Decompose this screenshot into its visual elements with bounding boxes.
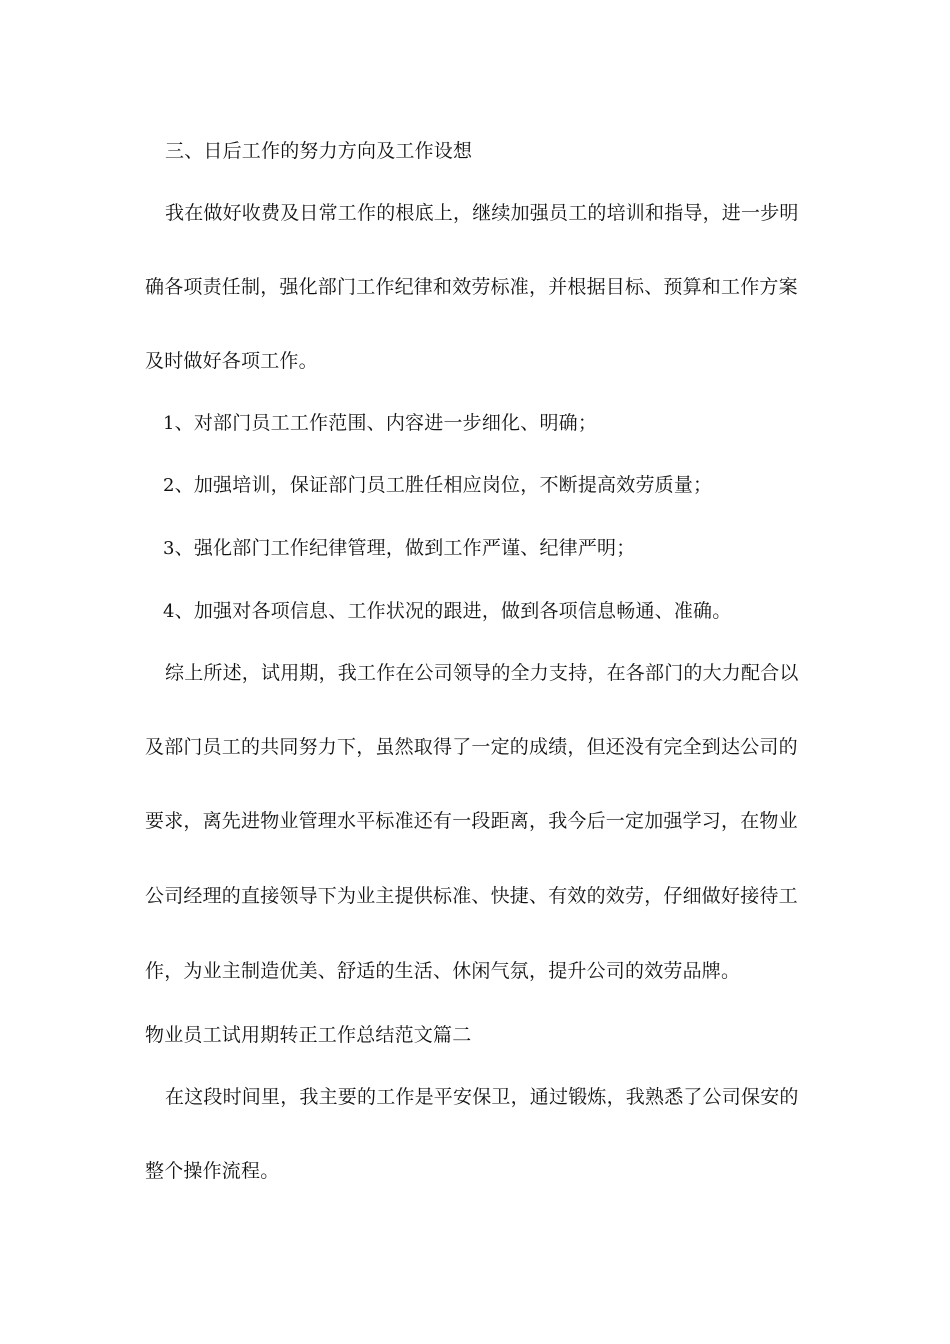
list-item <box>163 596 950 626</box>
list-item-number: 2 <box>163 475 175 496</box>
intro-line-1: 我在做好收费及日常工作的根底上，继续加强员工的培训和指导，进一步明 <box>165 202 799 224</box>
summary-line-2: 及部门员工的共同努力下，虽然取得了一定的成绩，但还没有完全到达公司的 <box>145 736 798 758</box>
section-heading: 三、日后工作的努力方向及工作设想 <box>165 140 473 162</box>
list-item-number: 1 <box>163 413 175 434</box>
intro-line-3: 及时做好各项工作。 <box>145 350 318 372</box>
intro-line-2: 确各项责任制，强化部门工作纪律和效劳标准，并根据目标、预算和工作方案 <box>145 276 798 298</box>
article-body-line-1: 在这段时间里，我主要的工作是平安保卫，通过锻炼，我熟悉了公司保安的 <box>165 1086 799 1108</box>
list-item-text: 、加强对各项信息、工作状况的跟进，做到各项信息畅通、准确。 <box>174 600 732 622</box>
list-item-text: 、加强培训，保证部门员工胜任相应岗位，不断提高效劳质量； <box>174 474 713 496</box>
list-item <box>163 408 950 438</box>
list-item-text: 、强化部门工作纪律管理，做到工作严谨、纪律严明； <box>174 537 636 559</box>
list-item-number: 4 <box>163 601 175 622</box>
list-item-text: 、对部门员工工作范围、内容进一步细化、明确； <box>174 412 598 434</box>
summary-line-5: 作，为业主制造优美、舒适的生活、休闲气氛，提升公司的效劳品牌。 <box>145 960 741 982</box>
list-item <box>163 533 950 563</box>
summary-line-3: 要求，离先进物业管理水平标准还有一段距离，我今后一定加强学习，在物业 <box>145 810 798 832</box>
article-body-line-2: 整个操作流程。 <box>145 1160 280 1182</box>
article-title: 物业员工试用期转正工作总结范文篇二 <box>145 1024 472 1046</box>
list-item-number: 3 <box>163 538 175 559</box>
list-item <box>163 470 950 500</box>
summary-line-4: 公司经理的直接领导下为业主提供标准、快捷、有效的效劳，仔细做好接待工 <box>145 885 798 907</box>
summary-line-1: 综上所述，试用期，我工作在公司领导的全力支持，在各部门的大力配合以 <box>165 662 799 684</box>
